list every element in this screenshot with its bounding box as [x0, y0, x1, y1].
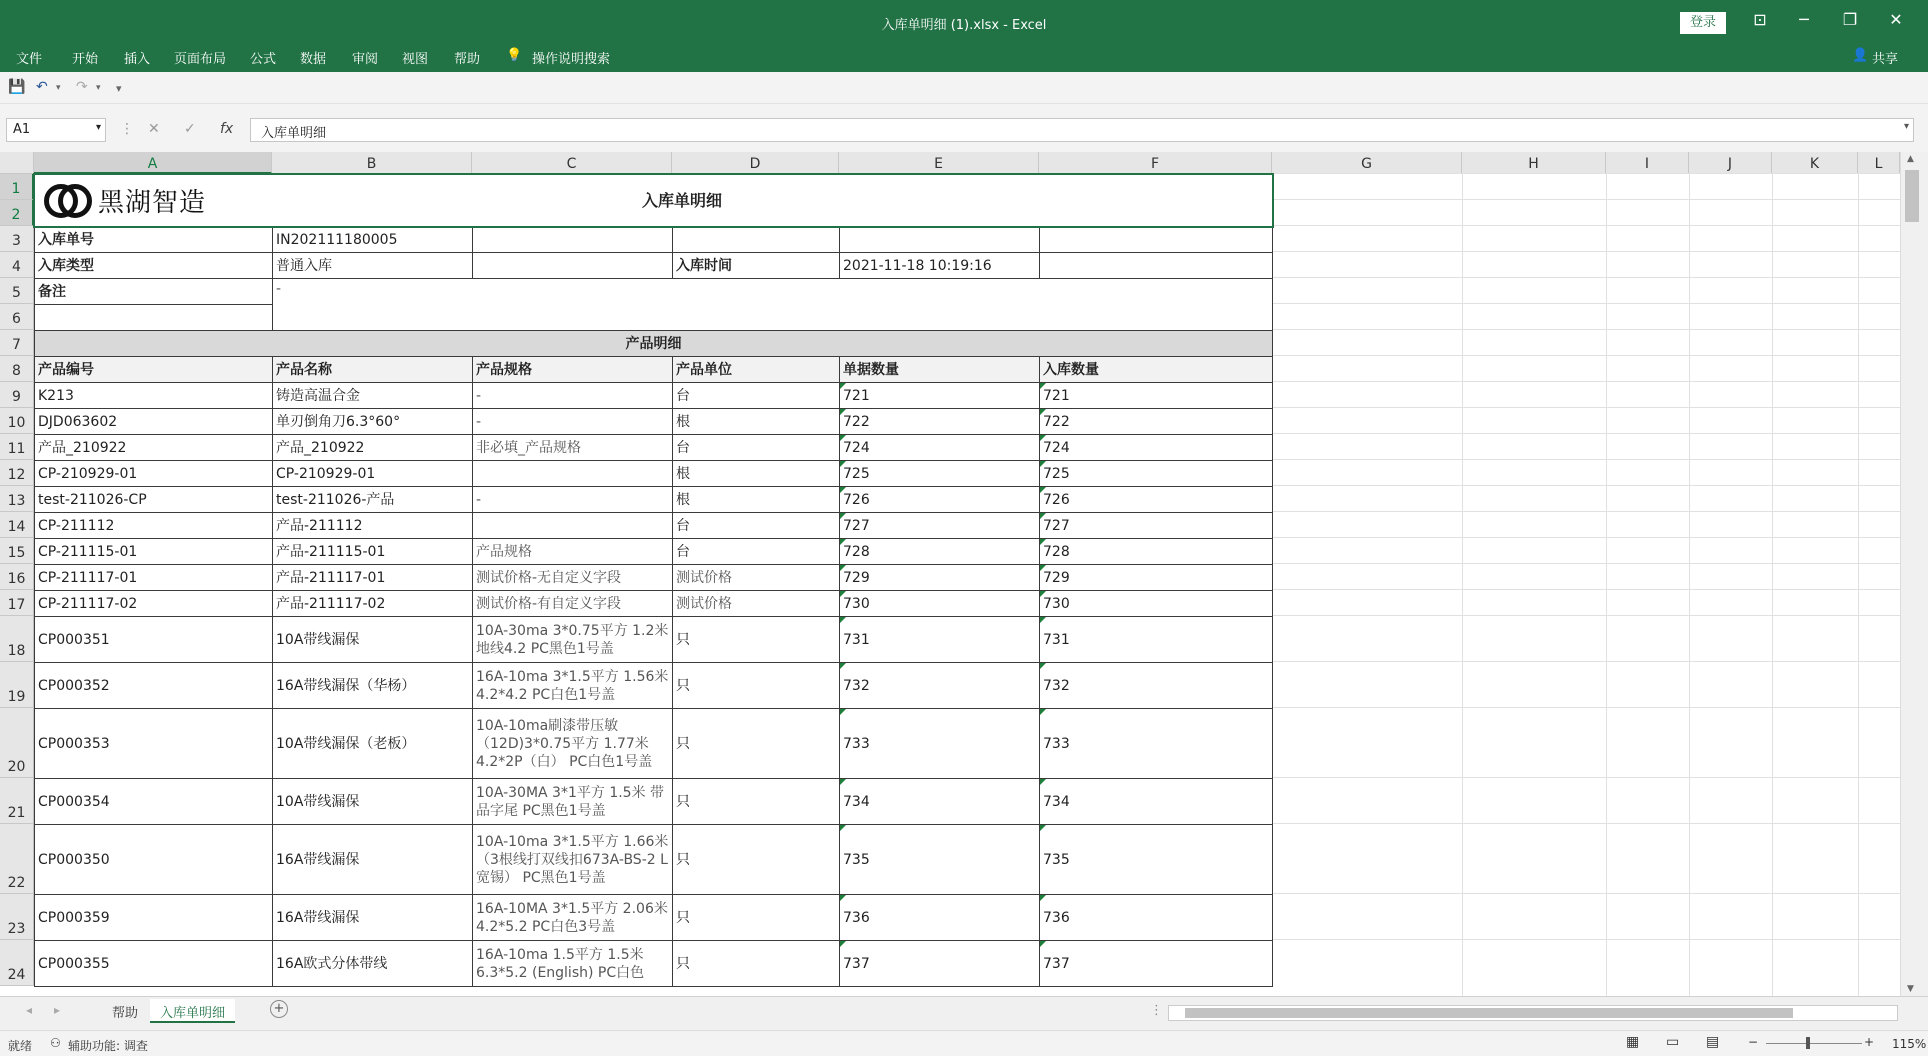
row-number: 5 — [12, 285, 21, 301]
table-cell[interactable]: CP000353 — [34, 708, 273, 779]
table-cell[interactable]: 732 — [1039, 662, 1273, 709]
table-cell[interactable]: CP000350 — [34, 824, 273, 895]
table-cell[interactable] — [472, 460, 673, 487]
row-header-24[interactable] — [0, 940, 34, 986]
table-cell[interactable]: CP000352 — [34, 662, 273, 709]
table-cell[interactable]: 测试价格-有自定义字段 — [472, 590, 673, 617]
table-cell[interactable]: 产品-211112 — [272, 512, 473, 539]
table-cell[interactable]: 台 — [672, 382, 840, 409]
table-cell[interactable]: 产品_210922 — [34, 434, 273, 461]
table-cell[interactable]: 只 — [672, 616, 840, 663]
column-header-f[interactable]: F — [1039, 152, 1272, 174]
table-cell[interactable]: 10A-30MA 3*1平方 1.5米 带品字尾 PC黑色1号盖 — [472, 778, 673, 825]
prev-sheet-icon[interactable]: ◂ — [26, 1003, 33, 1017]
table-cell[interactable]: 727 — [839, 512, 1040, 539]
table-cell[interactable]: 737 — [839, 940, 1040, 987]
row-header-21[interactable] — [0, 778, 34, 824]
menu-home[interactable]: 开始 — [72, 52, 99, 67]
gridline-horizontal — [1272, 251, 1900, 252]
row-header-18[interactable] — [0, 616, 34, 662]
label-type[interactable]: 入库类型 — [34, 252, 273, 279]
chevron-down-icon[interactable]: ▾ — [95, 122, 101, 133]
row-number: 6 — [12, 311, 21, 327]
redo-dropdown-icon[interactable]: ▾ — [96, 83, 101, 93]
title-bar — [0, 0, 1928, 44]
minimize-button[interactable]: ─ — [1799, 10, 1809, 29]
menu-file[interactable]: 文件 — [16, 52, 43, 67]
menu-view[interactable]: 视图 — [402, 52, 429, 67]
undo-dropdown-icon[interactable]: ▾ — [56, 83, 61, 93]
table-cell[interactable]: 16A欧式分体带线 — [272, 940, 473, 987]
gridline-horizontal — [1272, 893, 1900, 894]
table-cell[interactable]: 730 — [1039, 590, 1273, 617]
detail-header-cell[interactable]: 产品规格 — [472, 356, 673, 383]
tell-me-search[interactable]: 操作说明搜索 — [532, 52, 611, 67]
row-number: 22 — [7, 875, 26, 891]
gridline-horizontal — [1272, 277, 1900, 278]
table-cell[interactable]: 根 — [672, 408, 840, 435]
table-cell[interactable]: 台 — [672, 434, 840, 461]
row-header-2[interactable] — [0, 200, 34, 226]
title-cell[interactable]: 入库单明细 — [34, 174, 1273, 227]
table-cell[interactable]: 721 — [1039, 382, 1273, 409]
logo-mark-icon — [44, 184, 92, 218]
table-cell[interactable]: 测试价格 — [672, 590, 840, 617]
label-order-no[interactable]: 入库单号 — [34, 226, 273, 253]
row-header-16[interactable] — [0, 564, 34, 590]
row-header-22[interactable] — [0, 824, 34, 894]
undo-icon[interactable]: ↶ — [36, 79, 48, 95]
more-icon: ⋮ — [120, 121, 134, 137]
table-cell[interactable]: test-211026-CP — [34, 486, 273, 513]
row-number: 19 — [7, 689, 26, 705]
table-cell[interactable]: 10A-10ma刷漆带压敏（12D)3*0.75平方 1.77米 4.2*2P（白） PC白色1号盖 — [472, 708, 673, 779]
gridline-horizontal — [1272, 381, 1900, 382]
status-ready: 就绪 — [8, 1039, 33, 1053]
column-header-d[interactable]: D — [672, 152, 839, 174]
horizontal-scrollbar[interactable] — [1168, 1005, 1898, 1021]
detail-header-cell[interactable]: 产品单位 — [672, 356, 840, 383]
expand-formula-icon[interactable]: ▾ — [1904, 121, 1910, 132]
accessibility-icon: ⚇ — [50, 1036, 61, 1050]
row-header-15[interactable] — [0, 538, 34, 564]
row-number: 9 — [12, 389, 21, 405]
row-number: 13 — [7, 493, 26, 509]
table-cell[interactable]: CP000354 — [34, 778, 273, 825]
gridline-horizontal — [1272, 407, 1900, 408]
maximize-button[interactable]: ❐ — [1842, 10, 1858, 29]
gridline-horizontal — [1272, 433, 1900, 434]
table-cell[interactable]: 733 — [1039, 708, 1273, 779]
table-cell[interactable]: 10A-30ma 3*0.75平方 1.2米 地线4.2 PC黑色1号盖 — [472, 616, 673, 663]
table-cell[interactable]: CP000351 — [34, 616, 273, 663]
row-header-1[interactable] — [0, 174, 34, 200]
tab-inbound-details[interactable]: 入库单明细 — [150, 999, 235, 1023]
table-cell[interactable]: CP-210929-01 — [272, 460, 473, 487]
window-title: 入库单明细 (1).xlsx - Excel — [881, 18, 1047, 33]
logo-text: 黑湖智造 — [98, 188, 207, 218]
table-cell[interactable]: 根 — [672, 486, 840, 513]
table-cell[interactable]: 725 — [839, 460, 1040, 487]
note-cell[interactable]: - — [272, 278, 1273, 331]
table-cell[interactable]: 产品规格 — [472, 538, 673, 565]
row-header-23[interactable] — [0, 894, 34, 940]
login-button[interactable]: 登录 — [1680, 12, 1726, 34]
row-header-9[interactable] — [0, 382, 34, 408]
row-number: 16 — [7, 571, 26, 587]
row-header-13[interactable] — [0, 486, 34, 512]
table-cell[interactable]: 测试价格 — [672, 564, 840, 591]
row-header-3[interactable] — [0, 226, 34, 252]
gridline-horizontal — [1272, 459, 1900, 460]
menu-help[interactable]: 帮助 — [454, 52, 481, 67]
column-header-l[interactable]: L — [1858, 152, 1900, 174]
section-title[interactable]: 产品明细 — [34, 330, 1273, 357]
tab-help[interactable]: 帮助 — [112, 1006, 139, 1021]
user-icon: 👤 — [1852, 48, 1869, 63]
gridline-horizontal — [1272, 615, 1900, 616]
table-cell[interactable]: 727 — [1039, 512, 1273, 539]
table-cell[interactable]: 单刃倒角刀6.3°60° — [272, 408, 473, 435]
table-cell[interactable]: 726 — [1039, 486, 1273, 513]
column-header-a[interactable]: A — [34, 152, 272, 174]
table-cell[interactable]: 只 — [672, 894, 840, 941]
detail-header-cell[interactable]: 入库数量 — [1039, 356, 1273, 383]
column-header-k[interactable]: K — [1772, 152, 1858, 174]
table-cell[interactable]: 731 — [1039, 616, 1273, 663]
gridline-horizontal — [1272, 537, 1900, 538]
gridline-horizontal — [1272, 329, 1900, 330]
row-header-4[interactable] — [0, 252, 34, 278]
cancel-icon[interactable]: ✕ — [148, 121, 160, 137]
gridline-horizontal — [1272, 303, 1900, 304]
row-number: 15 — [7, 545, 26, 561]
table-cell[interactable]: 736 — [839, 894, 1040, 941]
gridline-horizontal — [1272, 707, 1900, 708]
table-cell[interactable]: 台 — [672, 512, 840, 539]
column-header-e[interactable]: E — [839, 152, 1039, 174]
zoom-level[interactable]: 115% — [1892, 1037, 1927, 1051]
gridline-vertical — [1772, 174, 1773, 996]
table-cell[interactable] — [839, 226, 1040, 253]
table-cell[interactable]: 只 — [672, 940, 840, 987]
save-icon[interactable]: 💾 — [8, 79, 26, 95]
gridline-horizontal — [1272, 563, 1900, 564]
page-break-view-icon[interactable]: ▤ — [1706, 1034, 1720, 1050]
row-number: 20 — [7, 759, 26, 775]
add-sheet-icon[interactable]: + — [270, 1000, 288, 1018]
table-cell[interactable]: 产品-211117-01 — [272, 564, 473, 591]
table-cell[interactable]: 16A-10MA 3*1.5平方 2.06米 4.2*5.2 PC白色3号盖 — [472, 894, 673, 941]
ribbon-tabs — [0, 44, 1928, 72]
column-header-i[interactable]: I — [1606, 152, 1689, 174]
ribbon-display-icon[interactable]: ⊡ — [1753, 10, 1767, 29]
gridline-horizontal — [1272, 485, 1900, 486]
close-button[interactable]: ✕ — [1889, 10, 1903, 29]
order-no-cell[interactable]: IN202111180005 — [272, 226, 473, 253]
insert-function-icon[interactable]: fx — [220, 121, 234, 137]
table-cell[interactable] — [472, 512, 673, 539]
row-number: 2 — [11, 207, 21, 223]
table-cell[interactable] — [1039, 226, 1273, 253]
gridline-horizontal — [1272, 661, 1900, 662]
table-cell[interactable]: 10A带线漏保 — [272, 616, 473, 663]
row-header-5[interactable] — [0, 278, 34, 304]
status-bar — [0, 1030, 1928, 1056]
detail-header-cell[interactable]: 产品编号 — [34, 356, 273, 383]
gridline-horizontal — [1272, 939, 1900, 940]
gridline-vertical — [1606, 174, 1607, 996]
row-number: 8 — [12, 363, 21, 379]
row-header-12[interactable] — [0, 460, 34, 486]
normal-view-icon[interactable]: ▦ — [1626, 1034, 1640, 1050]
table-cell[interactable] — [34, 304, 273, 331]
table-cell[interactable]: 734 — [1039, 778, 1273, 825]
row-number: 11 — [7, 441, 26, 457]
row-number: 10 — [7, 415, 26, 431]
vertical-scrollbar[interactable] — [1900, 152, 1928, 996]
row-number: 12 — [7, 467, 26, 483]
label-time[interactable]: 入库时间 — [672, 252, 840, 279]
table-cell[interactable]: 735 — [1039, 824, 1273, 895]
gridline-vertical — [1858, 174, 1859, 996]
table-cell[interactable]: 测试价格-无自定义字段 — [472, 564, 673, 591]
row-number: 1 — [11, 181, 21, 197]
table-cell[interactable]: K213 — [34, 382, 273, 409]
table-cell[interactable]: 10A-10ma 3*1.5平方 1.66米（3根线打双线扣673A-BS-2 L 宽锡） PC黑色1号盖 — [472, 824, 673, 895]
row-header-20[interactable] — [0, 708, 34, 778]
table-cell[interactable]: 730 — [839, 590, 1040, 617]
worksheet-grid[interactable] — [0, 152, 1900, 996]
zoom-in-icon[interactable]: + — [1864, 1035, 1875, 1049]
column-header-j[interactable]: J — [1689, 152, 1772, 174]
table-cell[interactable]: - — [472, 382, 673, 409]
table-cell[interactable]: 只 — [672, 824, 840, 895]
name-box[interactable] — [6, 118, 106, 142]
gridline-horizontal — [1272, 173, 1900, 174]
row-number: 4 — [12, 259, 21, 275]
column-header-b[interactable]: B — [272, 152, 472, 174]
table-cell[interactable] — [1039, 252, 1273, 279]
table-cell[interactable] — [472, 226, 673, 253]
table-cell[interactable]: 724 — [1039, 434, 1273, 461]
select-all-corner[interactable] — [0, 152, 34, 174]
row-number: 23 — [7, 921, 26, 937]
gridline-horizontal — [1272, 777, 1900, 778]
column-header-g[interactable]: G — [1272, 152, 1462, 174]
detail-header-cell[interactable]: 单据数量 — [839, 356, 1040, 383]
row-header-19[interactable] — [0, 662, 34, 708]
table-cell[interactable]: 根 — [672, 460, 840, 487]
row-header-8[interactable] — [0, 356, 34, 382]
table-cell[interactable]: DJD063602 — [34, 408, 273, 435]
table-cell[interactable]: 737 — [1039, 940, 1273, 987]
table-cell[interactable]: 产品-211115-01 — [272, 538, 473, 565]
table-cell[interactable]: 16A带线漏保 — [272, 894, 473, 941]
table-cell[interactable]: 734 — [839, 778, 1040, 825]
table-cell[interactable]: 产品-211117-02 — [272, 590, 473, 617]
customize-qat-icon[interactable]: ▾ — [116, 82, 122, 95]
table-cell[interactable]: 722 — [839, 408, 1040, 435]
table-cell[interactable]: 只 — [672, 708, 840, 779]
sheet-tab-bar — [0, 996, 1928, 1030]
lightbulb-icon[interactable]: 💡 — [506, 48, 523, 63]
table-cell[interactable]: 732 — [839, 662, 1040, 709]
table-cell[interactable]: 725 — [1039, 460, 1273, 487]
horizontal-scroll-thumb[interactable] — [1185, 1008, 1793, 1018]
redo-icon[interactable]: ↷ — [76, 79, 88, 95]
quick-access-toolbar — [0, 72, 1928, 104]
menu-formulas[interactable]: 公式 — [250, 52, 277, 67]
zoom-out-icon[interactable]: − — [1748, 1035, 1759, 1049]
enter-icon[interactable]: ✓ — [184, 121, 196, 137]
table-cell[interactable]: 非必填_产品规格 — [472, 434, 673, 461]
time-cell[interactable]: 2021-11-18 10:19:16 — [839, 252, 1040, 279]
menu-data[interactable]: 数据 — [300, 52, 327, 67]
vertical-scroll-thumb[interactable] — [1905, 170, 1919, 222]
company-logo — [44, 182, 206, 219]
table-cell[interactable]: 铸造高温合金 — [272, 382, 473, 409]
row-header-14[interactable] — [0, 512, 34, 538]
table-cell[interactable]: CP-211115-01 — [34, 538, 273, 565]
table-cell[interactable]: 724 — [839, 434, 1040, 461]
table-cell[interactable]: 721 — [839, 382, 1040, 409]
table-cell[interactable]: 台 — [672, 538, 840, 565]
gridline-horizontal — [1272, 199, 1900, 200]
table-cell[interactable]: 735 — [839, 824, 1040, 895]
column-header-c[interactable]: C — [472, 152, 672, 174]
table-cell[interactable]: test-211026-产品 — [272, 486, 473, 513]
table-cell[interactable]: CP-211117-02 — [34, 590, 273, 617]
table-cell[interactable]: CP000355 — [34, 940, 273, 987]
table-cell[interactable]: 726 — [839, 486, 1040, 513]
gridline-horizontal — [1272, 225, 1900, 226]
name-box-value: A1 — [13, 122, 31, 137]
table-cell[interactable]: CP-210929-01 — [34, 460, 273, 487]
table-cell[interactable]: - — [472, 408, 673, 435]
formula-input[interactable]: 入库单明细 — [250, 118, 1914, 142]
table-cell[interactable]: 733 — [839, 708, 1040, 779]
table-cell[interactable]: 729 — [1039, 564, 1273, 591]
table-cell[interactable]: 10A带线漏保 — [272, 778, 473, 825]
table-cell[interactable]: 731 — [839, 616, 1040, 663]
table-cell[interactable]: 16A带线漏保 — [272, 824, 473, 895]
table-cell[interactable]: 10A带线漏保（老板） — [272, 708, 473, 779]
row-number: 18 — [7, 643, 26, 659]
zoom-slider[interactable] — [1766, 1043, 1862, 1044]
row-header-10[interactable] — [0, 408, 34, 434]
scroll-up-icon[interactable]: ▲ — [1907, 154, 1914, 164]
accessibility-status[interactable]: 辅助功能: 调查 — [68, 1039, 148, 1053]
scroll-down-icon[interactable]: ▼ — [1907, 984, 1914, 994]
zoom-slider-thumb[interactable] — [1806, 1037, 1810, 1049]
row-number: 7 — [12, 337, 21, 353]
gridline-horizontal — [1272, 355, 1900, 356]
table-cell[interactable]: 728 — [839, 538, 1040, 565]
column-header-h[interactable]: H — [1462, 152, 1606, 174]
page-layout-view-icon[interactable]: ▭ — [1666, 1034, 1680, 1050]
table-cell[interactable]: 722 — [1039, 408, 1273, 435]
gridline-vertical — [1462, 174, 1463, 996]
row-header-11[interactable] — [0, 434, 34, 460]
detail-header-cell[interactable]: 产品名称 — [272, 356, 473, 383]
row-number: 24 — [7, 967, 26, 983]
more-icon: ⋮ — [1150, 1003, 1163, 1018]
table-cell[interactable]: CP-211112 — [34, 512, 273, 539]
menu-insert[interactable]: 插入 — [124, 52, 151, 67]
menu-page-layout[interactable]: 页面布局 — [174, 52, 227, 67]
row-header-17[interactable] — [0, 590, 34, 616]
table-cell[interactable]: 产品_210922 — [272, 434, 473, 461]
gridline-horizontal — [1272, 823, 1900, 824]
label-note[interactable]: 备注 — [34, 278, 273, 305]
table-cell[interactable] — [672, 226, 840, 253]
table-cell[interactable] — [472, 252, 673, 279]
table-cell[interactable]: 16A带线漏保（华杨） — [272, 662, 473, 709]
table-cell[interactable]: 729 — [839, 564, 1040, 591]
gridline-vertical — [1689, 174, 1690, 996]
gridline-horizontal — [1272, 589, 1900, 590]
formula-bar-area — [0, 104, 1928, 152]
row-number: 21 — [7, 805, 26, 821]
row-number: 17 — [7, 597, 26, 613]
row-number: 14 — [7, 519, 26, 535]
table-cell[interactable]: CP-211117-01 — [34, 564, 273, 591]
table-cell[interactable]: 只 — [672, 662, 840, 709]
next-sheet-icon[interactable]: ▸ — [54, 1003, 61, 1017]
table-cell[interactable]: 只 — [672, 778, 840, 825]
gridline-horizontal — [1272, 511, 1900, 512]
row-header-6[interactable] — [0, 304, 34, 330]
menu-review[interactable]: 审阅 — [352, 52, 379, 67]
table-cell[interactable]: 16A-10ma 3*1.5平方 1.56米 4.2*4.2 PC白色1号盖 — [472, 662, 673, 709]
table-cell[interactable]: 736 — [1039, 894, 1273, 941]
table-cell[interactable]: CP000359 — [34, 894, 273, 941]
type-cell[interactable]: 普通入库 — [272, 252, 473, 279]
table-cell[interactable]: - — [472, 486, 673, 513]
table-cell[interactable]: 16A-10ma 1.5平方 1.5米 6.3*5.2 (English) PC白色 — [472, 940, 673, 987]
table-cell[interactable]: 728 — [1039, 538, 1273, 565]
row-header-7[interactable] — [0, 330, 34, 356]
share-button[interactable]: 共享 — [1872, 52, 1899, 67]
row-number: 3 — [12, 233, 21, 249]
